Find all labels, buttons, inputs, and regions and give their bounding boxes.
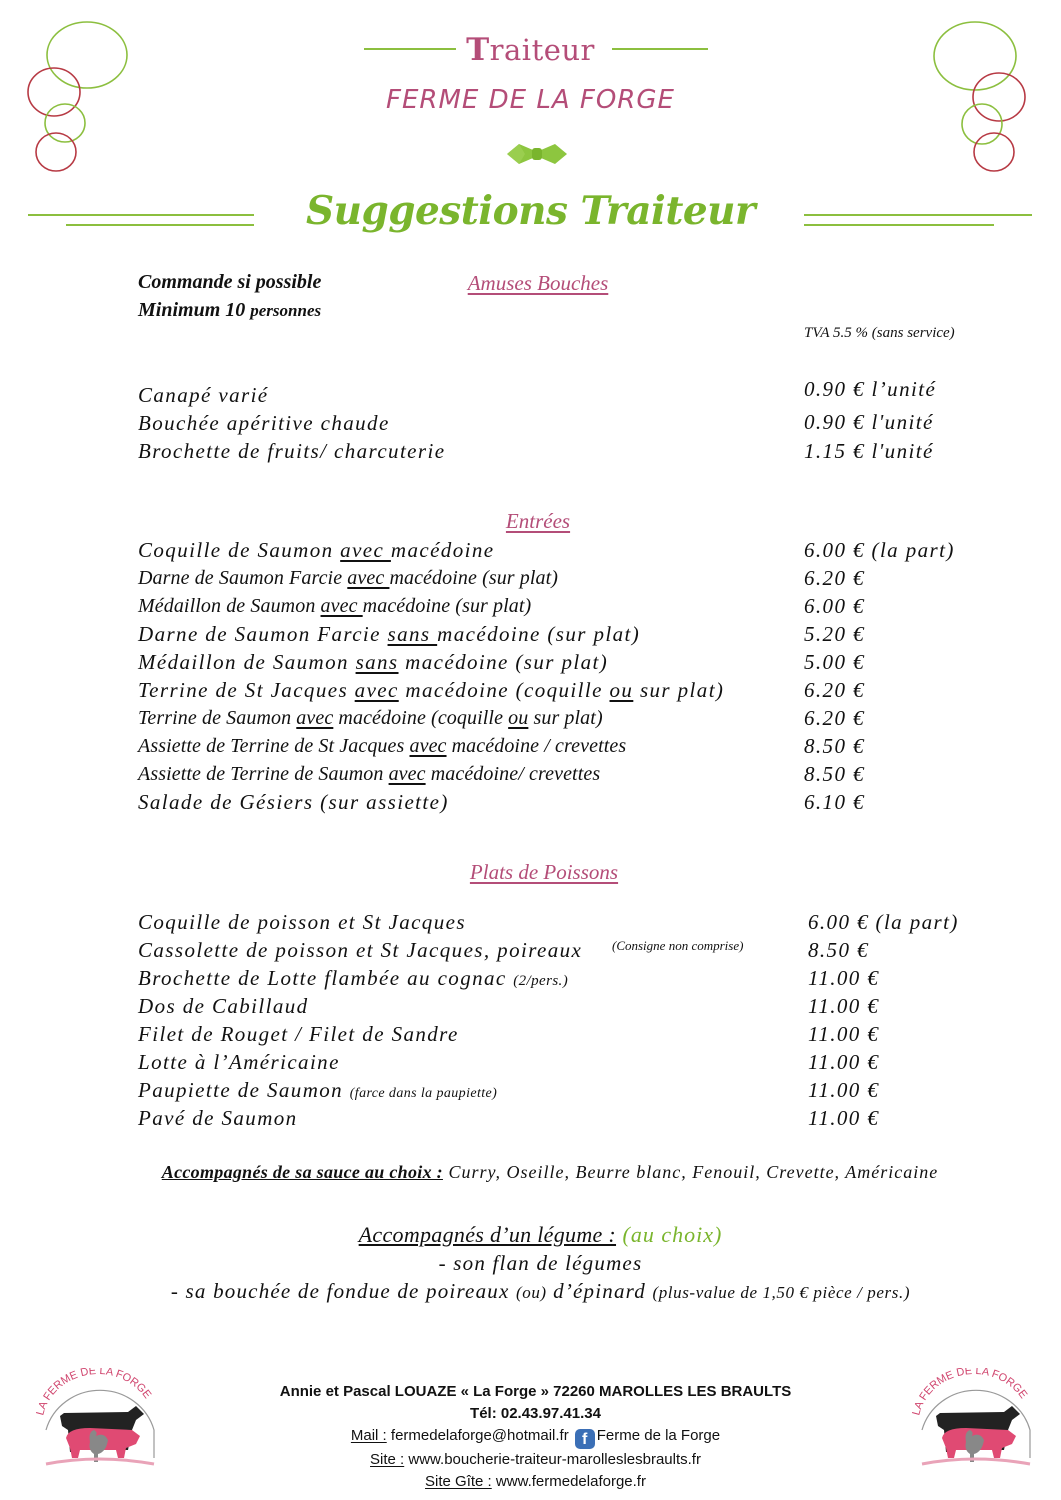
tva-note: TVA 5.5 % (sans service) bbox=[804, 325, 955, 341]
svg-text:LA FERME DE LA FORGE: LA FERME DE LA FORGE bbox=[910, 1368, 1030, 1417]
sauce-options: Accompagnés de sa sauce au choix : Curry, Oseille, Beurre blanc, Fenouil, Crevette, Américaine bbox=[161, 1162, 939, 1182]
menu-item-price: 11.00 € bbox=[808, 994, 880, 1018]
menu-item: Bouchée apéritive chaude bbox=[138, 411, 390, 435]
section-heading-entrees: Entrées bbox=[505, 509, 571, 533]
menu-item: Terrine de Saumon avec macédoine (coquille ou sur plat) bbox=[138, 707, 603, 729]
menu-item: Coquille de Saumon avec macédoine bbox=[138, 538, 495, 562]
menu-item: Assiette de Terrine de St Jacques avec macédoine / crevettes bbox=[138, 735, 627, 757]
menu-item: Dos de Cabillaud bbox=[138, 994, 309, 1018]
title-rule-right-2 bbox=[804, 224, 994, 226]
svg-text:LA FERME DE LA FORGE: LA FERME DE LA FORGE bbox=[34, 1368, 154, 1417]
menu-item-price: 8.50 € bbox=[804, 734, 865, 758]
menu-item: Coquille de poisson et St Jacques bbox=[138, 910, 466, 934]
menu-item-price: 6.00 € (la part) bbox=[804, 538, 955, 562]
bowtie-icon bbox=[505, 138, 569, 174]
menu-item-price: 1.15 € l'unité bbox=[804, 439, 934, 463]
menu-item: Salade de Gésiers (sur assiette) bbox=[138, 790, 449, 814]
footer-gite-row: Site Gîte : www.fermedelaforge.fr bbox=[425, 1473, 646, 1490]
menu-item-price: 11.00 € bbox=[808, 1106, 880, 1130]
menu-item: Médaillon de Saumon avec macédoine (sur plat) bbox=[138, 595, 532, 617]
menu-item: Lotte à l’Américaine bbox=[138, 1050, 340, 1074]
website-link[interactable]: www.boucherie-traiteur-marolleslesbraults.fr bbox=[404, 1451, 701, 1468]
title-rule-left-2 bbox=[66, 224, 254, 226]
farm-name: FERME DE LA FORGE bbox=[386, 85, 675, 115]
menu-item: Médaillon de Saumon sans macédoine (sur plat) bbox=[138, 650, 609, 674]
menu-item: Paupiette de Saumon (farce dans la paupiette) bbox=[138, 1078, 498, 1102]
menu-item-price: 8.50 € bbox=[808, 938, 869, 962]
menu-item-price: 6.00 € bbox=[804, 594, 865, 618]
menu-item: Darne de Saumon Farcie sans macédoine (sur plat) bbox=[138, 622, 641, 646]
menu-item-price: 6.20 € bbox=[804, 706, 865, 730]
vegetable-option-2: - sa bouchée de fondue de poireaux (ou) d’épinard (plus-value de 1,50 € pièce / pers.) bbox=[170, 1279, 911, 1303]
vegetable-heading: Accompagnés d’un légume : (au choix) bbox=[358, 1222, 723, 1247]
facebook-icon[interactable]: f bbox=[575, 1429, 595, 1449]
menu-item: Terrine de St Jacques avec macédoine (coquille ou sur plat) bbox=[138, 678, 725, 702]
consigne-note: (Consigne non comprise) bbox=[612, 938, 744, 953]
section-heading-amuses-bouches: Amuses Bouches bbox=[467, 271, 609, 295]
vegetable-option-1: - son flan de légumes bbox=[438, 1251, 643, 1275]
gite-website-link[interactable]: www.fermedelaforge.fr bbox=[491, 1473, 646, 1490]
footer-mail-row: Mail : fermedelaforge@hotmail.fr f Ferme de la Forge bbox=[350, 1427, 721, 1448]
page-title: Suggestions Traiteur bbox=[305, 188, 756, 234]
header-traiteur: Traiteur bbox=[466, 32, 595, 68]
menu-item: Brochette de fruits/ charcuterie bbox=[138, 439, 446, 463]
menu-item-price: 11.00 € bbox=[808, 966, 880, 990]
menu-item-price: 11.00 € bbox=[808, 1022, 880, 1046]
menu-item: Filet de Rouget / Filet de Sandre bbox=[138, 1022, 459, 1046]
menu-item-price: 11.00 € bbox=[808, 1050, 880, 1074]
menu-item: Canapé varié bbox=[138, 383, 269, 407]
menu-item-price: 6.10 € bbox=[804, 790, 865, 814]
footer-site-row: Site : www.boucherie-traiteur-marolleslesbraults.fr bbox=[370, 1451, 701, 1468]
order-note: Commande si possible Minimum 10 personnes bbox=[138, 271, 322, 321]
footer-address: Annie et Pascal LOUAZE « La Forge » 72260 MAROLLES LES BRAULTS bbox=[279, 1383, 792, 1400]
facebook-link[interactable]: Ferme de la Forge bbox=[596, 1427, 721, 1444]
footer-contact bbox=[0, 1381, 1061, 1493]
menu-item: Brochette de Lotte flambée au cognac (2/pers.) bbox=[138, 966, 569, 990]
menu-item-price: 11.00 € bbox=[808, 1078, 880, 1102]
menu-item: Assiette de Terrine de Saumon avec macédoine/ crevettes bbox=[138, 763, 601, 785]
menu-item-price: 8.50 € bbox=[804, 762, 865, 786]
footer-phone: Tél: 02.43.97.41.34 bbox=[470, 1405, 601, 1422]
menu-item-price: 6.00 € (la part) bbox=[808, 910, 959, 934]
title-rule-left-1 bbox=[28, 214, 254, 216]
section-heading-poissons: Plats de Poissons bbox=[469, 860, 619, 884]
menu-item-price: 6.20 € bbox=[804, 678, 865, 702]
menu-item-price: 5.00 € bbox=[804, 650, 865, 674]
menu-item-price: 0.90 € l'unité bbox=[804, 410, 934, 434]
menu-item: Cassolette de poisson et St Jacques, poireaux bbox=[138, 938, 583, 962]
email-link[interactable]: fermedelaforge@hotmail.fr bbox=[386, 1427, 569, 1444]
menu-item-price: 0.90 € l’unité bbox=[804, 377, 937, 401]
menu-item: Darne de Saumon Farcie avec macédoine (sur plat) bbox=[138, 567, 559, 589]
title-rule-right-1 bbox=[804, 214, 1032, 216]
menu-item-price: 5.20 € bbox=[804, 622, 865, 646]
menu-item: Pavé de Saumon bbox=[138, 1106, 298, 1130]
menu-item-price: 6.20 € bbox=[804, 566, 865, 590]
